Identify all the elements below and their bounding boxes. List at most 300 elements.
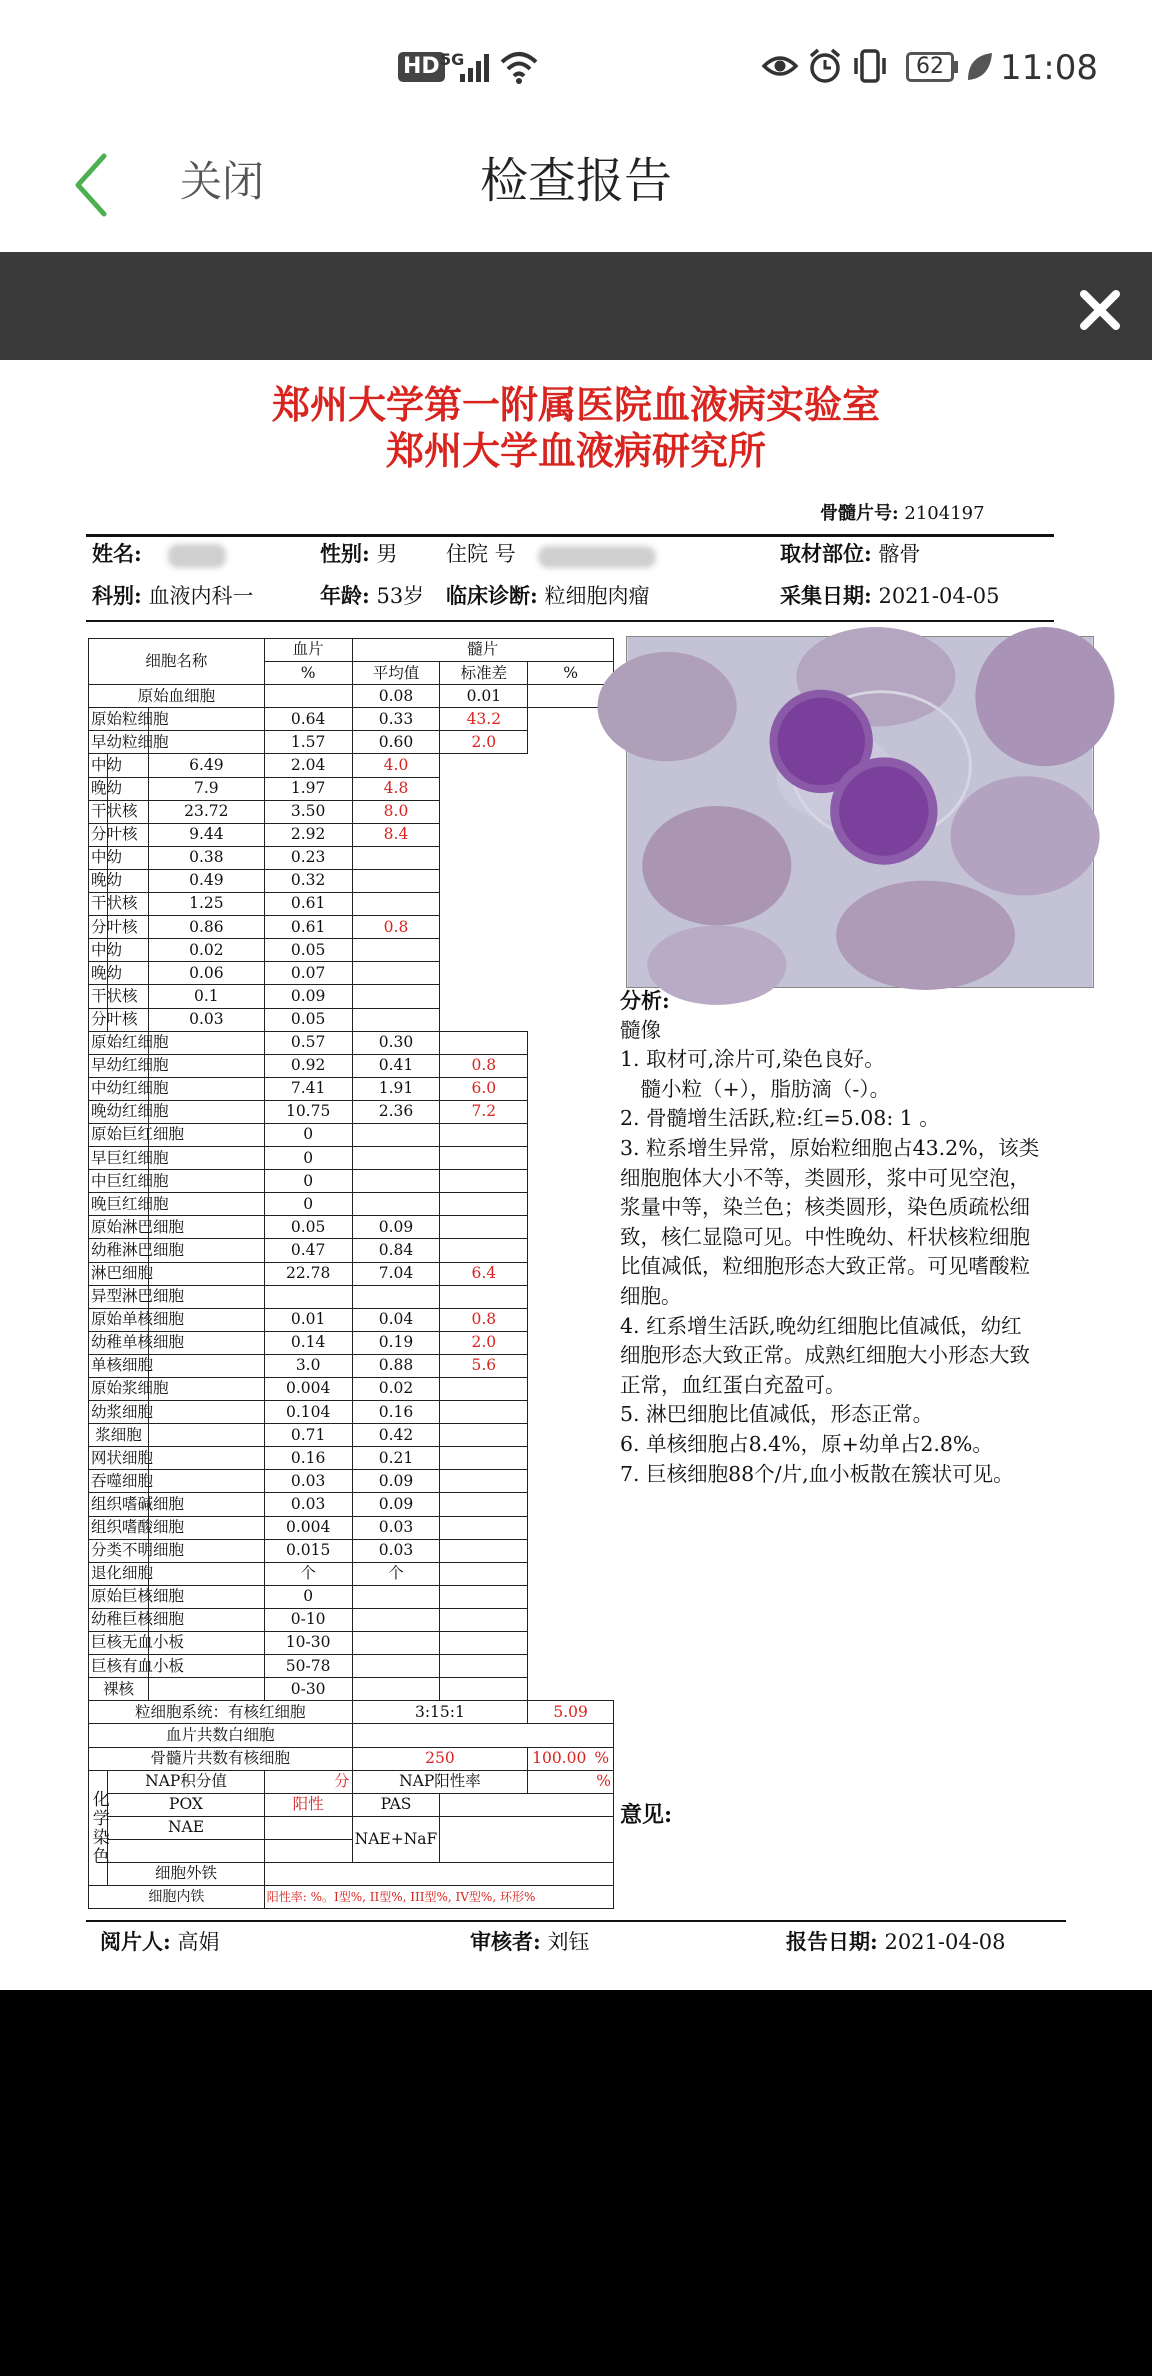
table-row — [89, 893, 614, 916]
cell-name: 巨核无血小板 — [89, 1632, 149, 1655]
table-row — [89, 1239, 614, 1262]
marrow-sd: 0.01 — [440, 685, 528, 708]
cell-name: 晚幼 — [89, 962, 108, 985]
naenaf-label: NAE+NaF — [352, 1816, 440, 1862]
cell-name: 网状细胞 — [89, 1447, 149, 1470]
cell-name: 幼稚淋巴细胞 — [89, 1239, 149, 1262]
marrow-sd: 1.91 — [352, 1077, 440, 1100]
analysis-line: 浆量中等，染兰色；核类圆形，染色质疏松细 — [620, 1195, 1030, 1220]
marrow-mean: 0 — [264, 1170, 352, 1193]
nap-rate-pct: % — [528, 1770, 614, 1793]
marrow-pct — [440, 1031, 528, 1054]
analysis-line: 6. 单核细胞占8.4%，原+幼单占2.8%。 — [620, 1431, 993, 1456]
cell-name: 裸核 — [89, 1678, 149, 1701]
marrow-pct — [440, 1401, 528, 1424]
blood-pct — [148, 1401, 264, 1424]
marrow-mean: 10.75 — [264, 1100, 352, 1123]
marrow-mean: 0.38 — [148, 846, 264, 869]
table-row — [89, 1378, 614, 1401]
table-row — [89, 939, 614, 962]
table-row — [89, 1678, 614, 1701]
inpatient-label: 住院 号 — [446, 542, 516, 566]
table-row — [89, 962, 614, 985]
table-row — [89, 1401, 614, 1424]
cell-name: 原始红细胞 — [89, 1031, 149, 1054]
marrow-sd — [352, 1285, 440, 1308]
diagnosis-field: 临床诊断: 粒细胞肉瘤 — [446, 583, 650, 608]
table-row — [89, 1331, 614, 1354]
table-row — [89, 1470, 614, 1493]
marrow-mean: 0.1 — [148, 985, 264, 1008]
marrow-mean: 0.004 — [264, 1378, 352, 1401]
alarm-icon — [808, 48, 842, 84]
redacted-name — [168, 544, 226, 568]
cell-name: 原始单核细胞 — [89, 1308, 149, 1331]
table-row — [89, 1655, 614, 1678]
group-chemical-stain: 化学染色 — [89, 1770, 108, 1885]
marrow-sd: 0.41 — [352, 1054, 440, 1077]
blank — [264, 1839, 352, 1862]
marrow-pct — [440, 1378, 528, 1401]
collection-date-field: 采集日期: 2021-04-05 — [780, 583, 1000, 608]
marrow-mean: 0.64 — [264, 708, 352, 731]
analysis-line: 1. 取材可,涂片可,染色良好。 — [620, 1047, 885, 1072]
cell-name: 分叶核 — [89, 1008, 108, 1031]
analysis-line: 髓小粒（+），脂肪滴（-）。 — [620, 1076, 891, 1101]
marrow-pct: 0.8 — [440, 1054, 528, 1077]
cell-name: 干状核 — [89, 985, 108, 1008]
battery-icon: 62 — [906, 52, 954, 82]
table-row — [89, 1100, 614, 1123]
header-marrow: 髓片 — [352, 639, 613, 662]
signal-icon — [460, 52, 494, 82]
hd-icon: HD — [398, 52, 445, 82]
leaf-icon — [964, 50, 994, 84]
table-row — [89, 1262, 614, 1285]
marrow-sd: 1.97 — [264, 777, 352, 800]
intra-iron-label: 细胞内铁 — [89, 1886, 265, 1909]
table-row — [89, 1516, 614, 1539]
marrow-sd: 2.36 — [352, 1100, 440, 1123]
marrow-sd: 0.09 — [352, 1216, 440, 1239]
table-row — [89, 685, 614, 708]
marrow-total — [528, 1747, 614, 1770]
marrow-pct — [440, 1470, 528, 1493]
marrow-mean: 10-30 — [264, 1632, 352, 1655]
marrow-sd: 0.42 — [352, 1424, 440, 1447]
table-row — [89, 1793, 614, 1816]
cell-name: 分叶核 — [89, 916, 108, 939]
marrow-pct — [440, 1608, 528, 1631]
marrow-sd: 0.30 — [352, 1031, 440, 1054]
header-mean: 平均值 — [352, 662, 440, 685]
marrow-sd — [352, 1147, 440, 1170]
analysis-line: 细胞形态大致正常。成熟红细胞大小形态大致 — [620, 1343, 1030, 1368]
analysis-title: 分析: — [620, 988, 670, 1013]
marrow-pct — [440, 1562, 528, 1585]
extra-iron-value — [264, 1862, 613, 1885]
table-row — [89, 1701, 614, 1724]
marrow-pct — [352, 869, 440, 892]
marrow-sd: 0.21 — [352, 1447, 440, 1470]
marrow-sd: 个 — [352, 1562, 440, 1585]
marrow-pct: 5.6 — [440, 1354, 528, 1377]
status-bar — [0, 0, 1152, 134]
marrow-mean: 3.0 — [264, 1354, 352, 1377]
table-row — [89, 1031, 614, 1054]
header-pct2: % — [528, 662, 614, 685]
marrow-pct — [440, 1193, 528, 1216]
marrow-mean: 7.9 — [148, 777, 264, 800]
analysis-line: 髓像 — [620, 1017, 661, 1042]
nae-value — [264, 1816, 352, 1839]
pas-label: PAS — [352, 1793, 440, 1816]
marrow-sd — [352, 1632, 440, 1655]
table-row — [89, 1054, 614, 1077]
table-row — [89, 1123, 614, 1146]
marrow-mean: 0.14 — [264, 1331, 352, 1354]
table-row — [89, 1862, 614, 1885]
analysis-line: 2. 骨髓增生活跃,粒:红=5.08: 1 。 — [620, 1106, 940, 1131]
table-row — [89, 1770, 614, 1793]
report-document — [0, 360, 1152, 1990]
marrow-sd: 0.09 — [352, 1470, 440, 1493]
marrow-mean: 0.015 — [264, 1539, 352, 1562]
nap-label: NAP积分值 — [108, 1770, 264, 1793]
table-row — [89, 1724, 614, 1747]
header-cell-name: 细胞名称 — [89, 639, 265, 685]
marrow-mean: 1.57 — [264, 731, 352, 754]
marrow-sd: 0.16 — [352, 1401, 440, 1424]
marrow-sd: 0.09 — [264, 985, 352, 1008]
marrow-mean: 0.03 — [148, 1008, 264, 1031]
marrow-pct: 0.8 — [440, 1308, 528, 1331]
cell-name: 分类不明细胞 — [89, 1539, 149, 1562]
marrow-pct — [440, 1632, 528, 1655]
marrow-mean: 0.47 — [264, 1239, 352, 1262]
marrow-sd: 0.02 — [352, 1378, 440, 1401]
cell-name: 原始巨核细胞 — [89, 1585, 149, 1608]
patient-name-label: 姓名: — [92, 541, 142, 566]
marrow-mean — [264, 1285, 352, 1308]
percent-sign: % — [594, 1748, 610, 1767]
ratio-number: 5.09 — [528, 1701, 614, 1724]
cell-count-table — [88, 638, 614, 1909]
marrow-mean: 0.71 — [264, 1424, 352, 1447]
marrow-mean: 6.49 — [148, 754, 264, 777]
marrow-pct — [352, 939, 440, 962]
close-icon[interactable] — [1076, 286, 1124, 334]
blood-pct — [148, 1678, 264, 1701]
marrow-pct — [352, 893, 440, 916]
pox-label: POX — [108, 1793, 264, 1816]
wbc-value — [352, 1724, 613, 1747]
cell-name: 晚幼 — [89, 869, 108, 892]
marrow-sd: 0.32 — [264, 869, 352, 892]
table-row — [89, 1562, 614, 1585]
table-row — [89, 1170, 614, 1193]
wbc-label: 血片共数白细胞 — [89, 1724, 353, 1747]
marrow-sd — [352, 1123, 440, 1146]
cell-name: 单核细胞 — [89, 1354, 149, 1377]
blood-pct — [148, 1262, 264, 1285]
marrow-mean: 0-30 — [264, 1678, 352, 1701]
marrow-sd: 0.19 — [352, 1331, 440, 1354]
cell-name: 原始浆细胞 — [89, 1378, 149, 1401]
table-row — [89, 1147, 614, 1170]
table-row — [89, 639, 614, 662]
cell-name: 组织嗜碱细胞 — [89, 1493, 149, 1516]
cell-name: 淋巴细胞 — [89, 1262, 149, 1285]
marrow-mean: 0.004 — [264, 1516, 352, 1539]
marrow-pct: 4.0 — [352, 754, 440, 777]
marrow-pct — [440, 1539, 528, 1562]
analysis-section — [620, 986, 1100, 1489]
table-row — [89, 800, 614, 823]
marrow-sd — [352, 1608, 440, 1631]
reviewer-field: 审核者: 刘钰 — [470, 1929, 590, 1954]
cell-name: 原始淋巴细胞 — [89, 1216, 149, 1239]
cell-name: 巨核有血小板 — [89, 1655, 149, 1678]
table-row — [89, 1816, 614, 1839]
blood-pct — [148, 1354, 264, 1377]
eye-icon — [762, 52, 798, 80]
marrow-pct: 8.4 — [352, 823, 440, 846]
wifi-icon — [500, 50, 538, 84]
marrow-pct: 4.8 — [352, 777, 440, 800]
table-row — [89, 1193, 614, 1216]
analysis-line: 细胞。 — [620, 1283, 682, 1308]
table-row — [89, 777, 614, 800]
table-row — [89, 1216, 614, 1239]
site-field: 取材部位: 髂骨 — [780, 541, 921, 566]
cell-name: 退化细胞 — [89, 1562, 149, 1585]
marrow-sd: 0.33 — [352, 708, 440, 731]
table-row — [89, 754, 614, 777]
marrow-pct — [440, 1123, 528, 1146]
cell-name: 幼稚巨核细胞 — [89, 1608, 149, 1631]
marrow-sd: 0.84 — [352, 1239, 440, 1262]
cell-name: 原始巨红细胞 — [89, 1123, 149, 1146]
marrow-sd: 0.04 — [352, 1308, 440, 1331]
cell-name: 原始血细胞 — [89, 685, 265, 708]
marrow-mean: 0 — [264, 1147, 352, 1170]
marrow-sd: 2.04 — [264, 754, 352, 777]
analysis-line: 7. 巨核细胞88个/片,血小板散在簇状可见。 — [620, 1461, 1014, 1486]
marrow-sd — [352, 1193, 440, 1216]
marrow-sd — [352, 1655, 440, 1678]
marrow-mean: 0.92 — [264, 1054, 352, 1077]
marrow-pct — [440, 1493, 528, 1516]
intra-iron-value: 阳性率: %。I型%, II型%, III型%, IV型%, 环形% — [264, 1886, 613, 1909]
opinion-label: 意见: — [620, 1802, 673, 1828]
marrow-sd: 0.05 — [264, 1008, 352, 1031]
marrow-mean: 1.25 — [148, 893, 264, 916]
table-row — [89, 869, 614, 892]
marrow-mean: 0.03 — [264, 1470, 352, 1493]
table-row — [89, 1285, 614, 1308]
marrow-mean: 22.78 — [264, 1262, 352, 1285]
marrow-pct — [352, 962, 440, 985]
marrow-mean: 23.72 — [148, 800, 264, 823]
blood-pct — [148, 1470, 264, 1493]
table-row — [89, 731, 614, 754]
marrow-pct — [440, 1239, 528, 1262]
nae-label: NAE — [108, 1816, 264, 1839]
marrow-number: 骨髓片号: 2104197 — [820, 503, 985, 524]
cell-name: 干状核 — [89, 893, 108, 916]
ratio-label: 粒细胞系统：有核红细胞 — [89, 1701, 353, 1724]
marrow-mean: 0.01 — [264, 1308, 352, 1331]
blood-pct — [148, 1562, 264, 1585]
marrow-mean: 0.02 — [148, 939, 264, 962]
cell-name: 晚幼红细胞 — [89, 1100, 149, 1123]
redacted-inpatient-number — [538, 546, 656, 568]
marrow-sd: 7.04 — [352, 1262, 440, 1285]
cell-name: 中幼红细胞 — [89, 1077, 149, 1100]
header-sd: 标准差 — [440, 662, 528, 685]
marrow-sd: 2.92 — [264, 823, 352, 846]
table-row — [89, 1447, 614, 1470]
marrow-mean: 0.16 — [264, 1447, 352, 1470]
cell-name: 晚幼 — [89, 777, 108, 800]
marrow-pct — [440, 1678, 528, 1701]
cell-name: 早巨红细胞 — [89, 1147, 149, 1170]
marrow-pct — [352, 1008, 440, 1031]
marrow-sd: 0.07 — [264, 962, 352, 985]
marrow-pct: 6.0 — [440, 1077, 528, 1100]
marrow-mean: 0.49 — [148, 869, 264, 892]
marrow-sd: 0.03 — [352, 1539, 440, 1562]
cell-name: 早幼红细胞 — [89, 1054, 149, 1077]
report-header-hospital: 郑州大学第一附属医院血液病实验室 — [271, 382, 880, 427]
marrow-sd: 0.09 — [352, 1493, 440, 1516]
marrow-pct: 43.2 — [440, 708, 528, 731]
cell-name: 分叶核 — [89, 823, 108, 846]
marrow-mean: 0.86 — [148, 916, 264, 939]
table-row — [89, 916, 614, 939]
marrow-sd: 0.61 — [264, 916, 352, 939]
table-row — [89, 846, 614, 869]
marrow-mean: 0.03 — [264, 1493, 352, 1516]
ratio-value: 3:15:1 — [352, 1701, 528, 1724]
marrow-count: 250 — [352, 1747, 528, 1770]
close-link[interactable]: 关闭 — [180, 157, 265, 206]
marrow-mean: 0.104 — [264, 1401, 352, 1424]
pox-value: 阳性 — [264, 1793, 352, 1816]
marrow-pct: 2.0 — [440, 731, 528, 754]
blood-pct — [264, 685, 352, 708]
marrow-sd: 0.03 — [352, 1516, 440, 1539]
blood-pct — [148, 1424, 264, 1447]
cell-name: 中幼 — [89, 754, 108, 777]
cell-name: 中幼 — [89, 846, 108, 869]
viewer-toolbar — [0, 252, 1152, 360]
department-field: 科别: 血液内科一 — [92, 583, 254, 608]
marrow-sd — [352, 1678, 440, 1701]
cell-name: 晚巨红细胞 — [89, 1193, 149, 1216]
marrow-pct — [440, 1585, 528, 1608]
microscope-image — [626, 636, 1094, 988]
cell-name: 中巨红细胞 — [89, 1170, 149, 1193]
cell-name: 干状核 — [89, 800, 108, 823]
blood-pct — [148, 1447, 264, 1470]
analysis-line: 3. 粒系增生异常，原始粒细胞占43.2%，该类 — [620, 1135, 1040, 1160]
marrow-mean: 0.05 — [264, 1216, 352, 1239]
marrow-pct: 7.2 — [440, 1100, 528, 1123]
cell-name: 吞噬细胞 — [89, 1470, 149, 1493]
blank — [108, 1839, 264, 1862]
naenaf-value — [440, 1816, 614, 1862]
cell-name: 幼稚单核细胞 — [89, 1331, 149, 1354]
marrow-mean: 0 — [264, 1585, 352, 1608]
marrow-pct — [352, 985, 440, 1008]
marrow-pct — [440, 1170, 528, 1193]
marrow-sd: 0.60 — [352, 731, 440, 754]
network-type: 5G — [440, 50, 465, 69]
table-row — [89, 1632, 614, 1655]
table-row — [89, 1608, 614, 1631]
table-row — [89, 1077, 614, 1100]
marrow-mean: 0-10 — [264, 1608, 352, 1631]
marrow-pct: 6.4 — [440, 1262, 528, 1285]
cell-name: 早幼粒细胞 — [89, 731, 149, 754]
nap-rate-label: NAP阳性率 — [352, 1770, 528, 1793]
table-row — [89, 1008, 614, 1031]
marrow-mean: 0.57 — [264, 1031, 352, 1054]
cell-name: 组织嗜酸细胞 — [89, 1516, 149, 1539]
marrow-mean: 个 — [264, 1562, 352, 1585]
marrow-mean: 9.44 — [148, 823, 264, 846]
table-row — [89, 1424, 614, 1447]
marrow-sd: 0.23 — [264, 846, 352, 869]
table-row — [89, 1585, 614, 1608]
age-field: 年龄: 53岁 — [320, 583, 425, 608]
marrow-pct: 8.0 — [352, 800, 440, 823]
reader-field: 阅片人: 高娟 — [100, 1929, 220, 1954]
page-title: 检查报告 — [479, 153, 672, 209]
table-row — [89, 1308, 614, 1331]
marrow-pct — [440, 1285, 528, 1308]
marrow-sd — [352, 1585, 440, 1608]
cell-name: 异型淋巴细胞 — [89, 1285, 149, 1308]
analysis-line: 细胞胞体大小不等，类圆形，浆中可见空泡， — [620, 1165, 1030, 1190]
table-row — [89, 708, 614, 731]
table-row — [89, 1493, 614, 1516]
pas-value — [440, 1793, 614, 1816]
marrow-pct — [440, 1516, 528, 1539]
marrow-pct — [440, 1424, 528, 1447]
report-header-institute: 郑州大学血液病研究所 — [385, 428, 766, 473]
marrow-sd: 0.05 — [264, 939, 352, 962]
marrow-mean: 0.08 — [352, 685, 440, 708]
table-row — [89, 823, 614, 846]
marrow-count-label: 骨髓片共数有核细胞 — [89, 1747, 353, 1770]
table-row — [89, 985, 614, 1008]
analysis-line: 4. 红系增生活跃,晚幼红细胞比值减低，幼红 — [620, 1313, 1022, 1338]
marrow-sd — [352, 1170, 440, 1193]
analysis-line: 5. 淋巴细胞比值减低，形态正常。 — [620, 1402, 934, 1427]
marrow-mean: 0.06 — [148, 962, 264, 985]
header-pct: % — [264, 662, 352, 685]
table-row — [89, 1354, 614, 1377]
table-row — [89, 1539, 614, 1562]
extra-iron-label: 细胞外铁 — [108, 1862, 264, 1885]
gender-field: 性别: 男 — [320, 541, 398, 566]
analysis-line: 正常，血红蛋白充盈可。 — [620, 1372, 846, 1397]
marrow-pct: 2.0 — [440, 1331, 528, 1354]
cell-name: 幼浆细胞 — [89, 1401, 149, 1424]
